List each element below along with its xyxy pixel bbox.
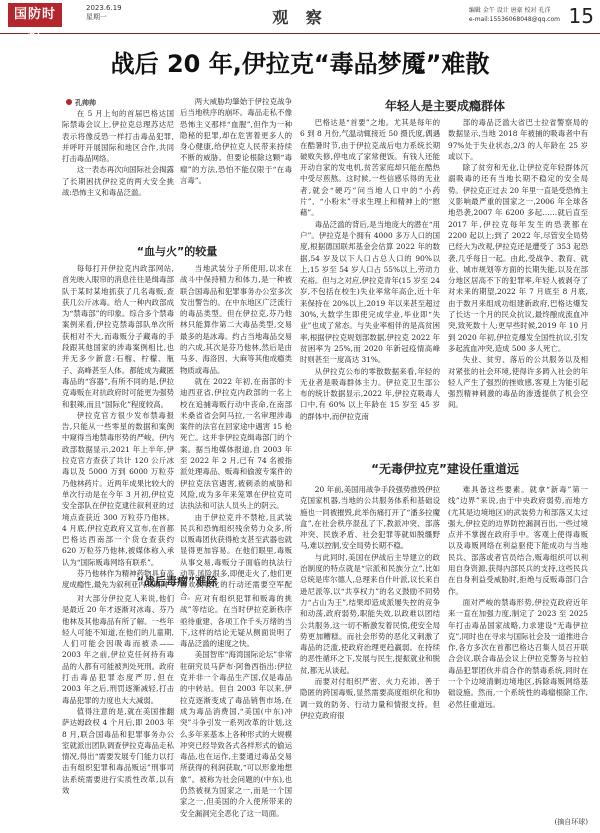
newspaper-logo: 国防时报 xyxy=(8,3,62,27)
column-1-intro xyxy=(62,108,174,198)
paragraph: 除了贫穷和无业,让伊拉克年轻群体沉溺吸毒的还有当地长期不稳定的安全局势。伊拉克正过去 20 年里一直是受恐怖主义影响最严重的国家之一,2006 年全球各地恐袭,2007 年 6200 多起……就后直至 2017 年,伊拉克每年发生的恐袭都在 2200 起以上;到了 2022 年,尽管安全局势已经大为改观,伊拉克还是遭受了 353 起恐袭,几乎每日一起。由此,受战争、教育、就业、城市规划等方面的长期失能,以及在部分地区居高不下的犯罪率,年轻人被剥夺了对未来的期望,2022 年 7 月底至 8 月底,由于数月来组成功组建新政府,巴格达爆发了长达一个月的民众抗议,最终酿成流血冲突,致死数十人;更早些时候,2019 年 10 月到 2020 年初,伊拉克爆发全国性抗议,引发多起流血冲突,造成 500 多人死亡。 xyxy=(448,163,588,353)
paragraph: 与此同时,美国在伊战后主导建立的政治制度的特点就是“宗派和民族分立”,比如总统是库尔德人,总理来自什叶派,议长来自逊尼派等,以“共享权力”的名义鼓励不同势力“占山为王”,结果却造成派屡失控的竞争和动荡,政府弱势,职能失效,以政难以团结公共服务,这一切不断激发着民愤,使安全局势更加糟糕。而社会形势的恶化又刺激了毒品的泛滥,使政府治理更趋羸弱。在持续的恶性循环之下,发展与民生,提振就业和脱贫,都无从谈起。 xyxy=(300,552,440,675)
subhead-drug-free-iraq: “无毒伊拉克”建设任重道远 xyxy=(371,462,519,476)
paragraph: 从伊拉克公布的零散数据来看,年轻的无业者是吸毒群体主力。伊拉克卫生部公布的统计数据显示,2022 年,伊拉克吸毒人口中,有 60% 以上年龄在 15 岁至 45 岁的群体中,而伊拉克南 xyxy=(300,366,440,421)
subhead-young-addicts: 年轻人是主要成瘾群体 xyxy=(384,99,505,113)
paragraph: 就在 2022 年初,在南部的卡迪西亚省,伊拉克内政部的一名上校在追捕毒贩行动中丧命,在南部米桑省省会阿马拉,一名审理涉毒案件的法官在回家途中遇害 15 枪死亡。这并非伊拉克缉毒部门的个案。据当地媒体报道,自 2003 年至 2022 年 2 月,已有 74 名被指派处理毒品、贩毒和偷渡专案件的伊拉克法官遇害,被刺杀的威胁和风险,成为多年来笼罩在伊拉克司法执法和可法人员头上的阴云。 xyxy=(180,376,292,511)
staff-line-1: 编辑 金午 设计 唐豪 校对 孔洋 xyxy=(468,7,551,14)
section-title: 观 察 xyxy=(272,8,328,27)
paragraph: 这一表态再次向国际社会揭露了长期困扰伊拉克的两大安全挑战:恐怖主义和毒品泛滥。 xyxy=(62,165,174,198)
paragraph: 芬乃他林作为精神药物具有高度成瘾性,最先为叙利亚内战期间 xyxy=(62,569,174,590)
author-byline xyxy=(66,98,96,108)
column-2-section-1 xyxy=(180,263,292,601)
column-2-section-2 xyxy=(180,593,292,825)
masthead xyxy=(0,0,600,46)
paragraph: 失业、贫穷、落后的公共服务以及相对紧张的社会环境,使得许多踌入社会的年轻人产生了强烈的挫败感,客观上为能引起强烈精神刺激的毒品的渗透提供了机会空间。 xyxy=(448,355,588,410)
paragraph: 伊拉克官方很少发布禁毒报告,只能从一些零星的数据和案例中窥得当地禁毒形势的严峻。伊内政部数据显示,2021 年上半年,伊拉克官方查获了共计 120 公斤冰毒以及 5000 万到 6000 万粒芬乃他林药片。近两年成果比较大的单次行动是在今年 3 月初,伊拉克安全部队在伊拉克逮往叙利亚的过境点查获近 300 万粒芬乃他林。4 月底,伊拉克政府又宣布,在首都巴格达西南部一个货仓查获约 620 万粒芬乃他林,被媒体称入承认为“国际贩毒网络有联系”。 xyxy=(62,410,174,567)
paragraph: 对大部分伊拉克人来说,他们是最近 20 年才逐渐对冰毒、芬乃他林及其他毒品有所了解。一些年轻人可能不知道,在他们的儿童期,人们可能会因吸毒而被杀——2003 年之前,伊拉克任何持有毒品的人都有可能被判处死刑。政府打击毒品犯罪态度严厉,但在 2003 年之后,刑罚逐渐减轻,打击毒品犯罪的力度也大大减弱。 xyxy=(62,594,174,705)
paragraph: 面对严峻的禁毒形势,伊拉克政府近年来一直在加强力度,制定了 2023 至 2025 年打击毒品国家战略,力求建设“无毒伊拉克”,同时也在寻求与国际社会及一道推进合作,各方多次在首都巴格达召集人员召开联合会议,联合毒品会议上伊拉克警务与拉伯毒品犯罪团伙并肩合作的禁毒系统,同时在一个个边境清剿边境地区,拆除毒贩网络基础设施。然而,一个系统性的毒瘤根除工作,必然任重道远。 xyxy=(448,597,588,709)
paragraph: 两大威胁均肇始于伊拉克战争后当地秩序的崩坏。毒品走私不像恐怖主义那样“血腥”,但作为一种隐秘的犯罪,却在危害着更多人的身心健康,给伊拉克人民带来持续不断的威胁。但要论根除这颗“毒瘤”的方法,恐怕不能仅限于“在毒言毒”。 xyxy=(180,97,292,186)
paragraph: 难具备这些要素。就拿“新毒”第一线”边界”来说,由于中央政府弱势,而地方(尤其是边境地区)的武装势力和部落又太过强大,伊拉克的边界防控漏洞百出,一些过境点并不掌握在政府手中。客观上使得毒贩以及毒贩网络在利益驱使下能成功与当地民兵、部落或者官员结合,贩毒组织可以利用自身资源,获得内部民兵的支持,这些民兵在自身利益受威胁时,拒绝与反贩毒部门合作。 xyxy=(448,485,588,596)
staff-credits xyxy=(469,6,560,24)
column-4-section-3 xyxy=(448,117,588,467)
column-3-section-3 xyxy=(300,117,440,467)
paragraph: 巴格达是“首要”之地。尤其是每年的 6 到 8 月份,气温动辄接近 50 摄氏度,偶遇在酷暑时节,由于伊拉克战后电力系统长期破败失修,停电成了家常便饭。有钱人还能开动自家的发电机,贫苦家庭却只能在酷热中受尽煎熬。这时候,一些信感乐得的无业者,就会“硬巧”问当地人口中的“小药片”、“小粉末”寻求生理上和精神上的“慰藉”。 xyxy=(300,118,440,218)
paragraph: 由于伊拉克并不禁枪,且武装民兵和恐怖组织残余势力众多,所以贩毒团伙获得枪支甚至武器也就显得更加容易。在他们眼里,毒贩从事交易,毒贩分子面临的执法行动等,风险很多,即便走火了,他们更喜欢武装化的行动还需要空军配合。 xyxy=(180,512,292,601)
paragraph: 毒品泛滥的背后,是当地庞大的潜在“用户”。伊拉克是个拥有 4000 多万人口的国度,根据德国联邦基金会估算 2022 年的数据,54 岁及以下人口占总人口的 90%以上,15 岁至 54 岁人口占 55%以上,劳动力充裕。但与之对应,伊拉克青年(15 岁至 24 岁,不包括在校生)失业率常年高企,近十年来保持在 20%以上,2019 年以来甚至超过 30%,大数学生即使完成学业,毕业即“失业”也成了常态。与失业率相伴的是高贫困率,根据伊拉克规划部数据,伊拉克 2022 年贫困率为 25%,而 2020 年新冠疫情高峰时则甚至一度高达 31%。 xyxy=(300,219,440,365)
paragraph: 当地武装分子所使用,以求在战斗中保持精力和体力,是一种被联合国毒品和犯罪事务办公室多次发出警告的。在中东地区广泛流行的毒品类型。但在伊拉克,芬乃他林只能算作第二大毒品类型,交易最多的是冰毒。约占当地毒品交易的六成,其次是芬乃他林,然后是由马多、海洛因、大麻等其他成瘾类物质或毒品。 xyxy=(180,264,292,375)
column-1-section-1 xyxy=(62,263,174,590)
source-signature: (摘自环球) xyxy=(554,818,588,826)
column-3-section-4 xyxy=(300,484,440,824)
date-text: 2023.6.19 xyxy=(86,4,122,12)
column-1-section-2 xyxy=(62,593,174,825)
author-bullet-icon xyxy=(66,99,72,105)
paragraph: 美国智库“海湾国际论坛”非常驻研究员马萨布·阿鲁西指出:伊拉克并非一个毒品生产国,仅是毒品的中转站。但自 2003 年以来,伊拉克逐渐变成了毒品销售市场,在成为毒品消费国,“美国(中东)冲突”斗争引发一系列改革的计划,这么多年来基本上各种形式的大规模冲突已经导致各式各样形式的偷运毒品,也在运作,主要通过毒品交易所获得的利润获取,“可以形象地想象”。被称为社会问题的(中东),也仍然被视为国家之一,而是一个国家之一,但美国的介入使所带来的安全漏洞完全恶化了这一局面。 xyxy=(180,650,292,818)
paragraph: 部的毒品泛滥大省巴士拉省警察局的数据显示,当地 2018 年被捕的吸毒者中有 97%处于失业状态,2/3 的人年龄在 25 岁或以下。 xyxy=(448,118,588,161)
author-name: 孔帅帅 xyxy=(75,99,96,107)
staff-line-2: e-mail:15536068048@qq.com xyxy=(468,16,560,23)
paragraph: 而要对付组织严密、火力充沛、善于隐匿的跨国毒贩,显然需要高度组织化和协调一致的防务、行动力量和情报支持。但伊拉克政府很 xyxy=(300,677,440,720)
article-headline: 战后 20 年,伊拉克“毒品梦魇”难散 xyxy=(110,50,490,78)
subhead-blood-and-fire: “血与火”的较量 xyxy=(136,245,218,258)
weekday-text: 星期一 xyxy=(86,13,107,21)
column-4-section-4 xyxy=(448,484,588,814)
paragraph: 值得注意的是,就在美国推翻萨达姆政权 4 个月后,即 2003 年 8 月,联合国毒品和犯罪事务办公室就派出团队调查伊拉克毒品走私情况,得出“需要发展专门能力以打击有组织犯罪和毒品贩运”刑事司法系统需要进行实质性改革,以有效 xyxy=(62,706,174,796)
paragraph: 20 年前,美国用战争手段强势推毁伊拉克国家机器,当地的公共服务体系和基础设施也一同被摧毁,此举伤痛打开了“潘多拉魔盒”,在社会秩序混乱了下,教派冲突、部落冲突、民族矛盾、社会犯罪等就如脱缰野马,难以控制,安全局势长期不稳。 xyxy=(300,485,440,551)
column-2-intro xyxy=(180,96,292,186)
subhead-postwar-tumor: “战后毒瘤”难除 xyxy=(136,575,218,588)
paragraph: 每每打开伊拉克内政部网站,首先映入眼帘的消息往往是缉毒部队于某时某地抓获了几名毒贩,查获几公斤冰毒。给人一种内政部成为“禁毒部”的印象。综合多个禁毒案例来看,伊拉克禁毒部队单次所获相对不大,而毒贩分子藏毒的手段跟其他国家的涉毒案例相比,也并无多少新意:石榴、柠檬、瓶子、高峰甚至人体。都能成为藏匿毒品的“容器”,有所不同的是,伊拉克毒贩在对抗政府时可能更为强势和狠辣,而且“国际化”程度较高。 xyxy=(62,264,174,409)
page-number: 15 xyxy=(568,4,594,28)
paragraph: 在 5 月上旬的首届巴格达国际禁毒会议上,伊拉克总理苏达尼表示将像反恐一样打击毒品犯罪,并呼吁开展国际和地区合作,共同打击毒品网络。 xyxy=(62,109,174,164)
paragraph: 应对有组织犯罪和贩毒的挑战”等结论。在当时伊拉克新秩序亟待重建、各项工作千头万绪的当下,这样的结论无疑从侧面说明了毒品泛滥的速度之快。 xyxy=(180,594,292,649)
